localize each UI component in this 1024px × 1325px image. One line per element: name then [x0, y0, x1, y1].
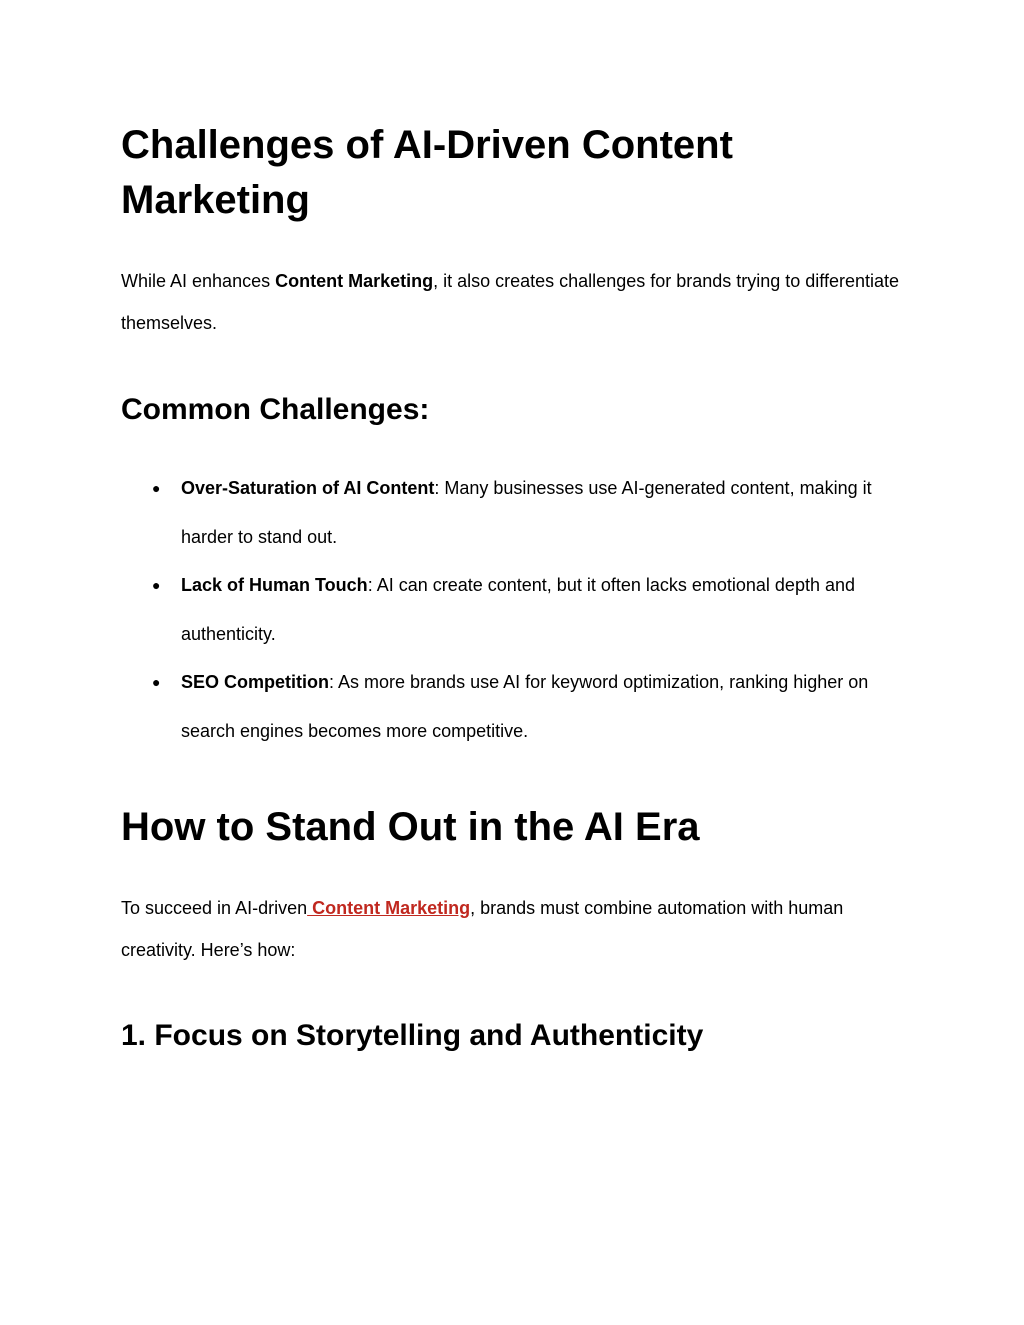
intro-paragraph — [121, 260, 901, 344]
succeed-text-before: To succeed in AI-driven — [121, 898, 308, 918]
intro-bold-term: Content Marketing — [275, 271, 434, 291]
list-item-term: Over-Saturation of AI Content — [181, 478, 435, 498]
list-item-term: SEO Competition — [181, 672, 329, 692]
heading-stand-out: How to Stand Out in the AI Era — [121, 805, 700, 849]
list-item-text: : Many businesses use AI-generated content, making it harder to stand out. — [181, 478, 872, 547]
succeed-paragraph — [121, 887, 901, 971]
list-item-text: : AI can create content, but it often lacks emotional depth and authenticity. — [181, 575, 855, 644]
document-page — [121, 0, 911, 1325]
list-item-human-touch — [121, 561, 911, 658]
intro-text-before: While AI enhances — [121, 271, 276, 291]
bullet-icon: ● — [152, 480, 161, 496]
heading-storytelling: 1. Focus on Storytelling and Authenticity — [121, 1019, 704, 1052]
heading-challenges: Challenges of AI-Driven Content Marketing — [121, 123, 733, 222]
challenges-list — [121, 464, 911, 755]
succeed-text-after: , brands must combine automation with human creativity. Here’s how: — [121, 898, 844, 960]
bullet-icon: ● — [152, 674, 161, 690]
intro-text-after: , it also creates challenges for brands trying to differentiate themselves. — [121, 271, 900, 333]
content-marketing-link[interactable]: Content Marketing — [307, 898, 471, 918]
heading-common-challenges: Common Challenges: — [121, 393, 430, 426]
list-item-text: : As more brands use AI for keyword optimization, ranking higher on search engines becomes more competitive. — [181, 672, 869, 741]
list-item-term: Lack of Human Touch — [181, 575, 368, 595]
bullet-icon: ● — [152, 577, 161, 593]
list-item-seo-competition — [121, 658, 911, 755]
list-item-over-saturation — [121, 464, 911, 561]
